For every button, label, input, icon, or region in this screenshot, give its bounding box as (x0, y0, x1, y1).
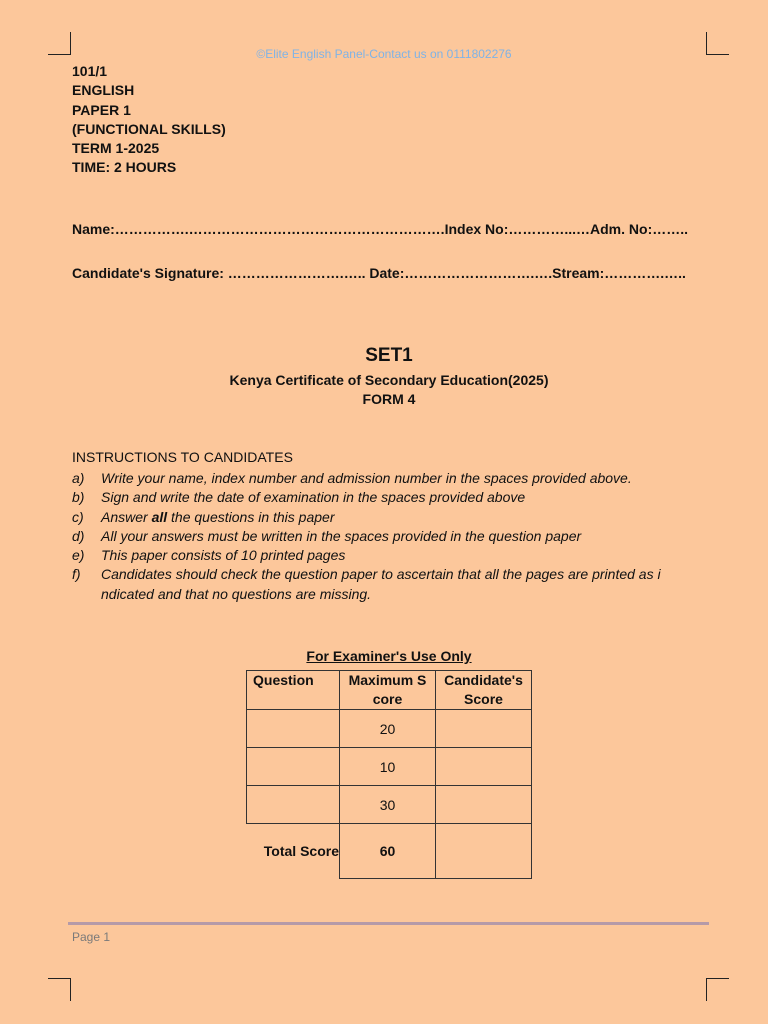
candidate-score-cell (436, 710, 532, 748)
instructions-list (72, 469, 712, 604)
name-index-adm-line: Name:…………….……………………………………………….Index No:…………...…Adm. No:…….. (72, 221, 689, 237)
form-level: FORM 4 (362, 391, 416, 407)
paper-section: (FUNCTIONAL SKILLS) (72, 120, 226, 137)
instruction-text: Write your name, index number and admission number in the spaces provided above. (101, 470, 632, 486)
term: TERM 1-2025 (72, 140, 160, 157)
question-cell (247, 786, 340, 824)
footer-rule (68, 922, 709, 925)
table-row (247, 710, 532, 748)
exam-title: Kenya Certificate of Secondary Education(2025) (229, 372, 549, 388)
instruction-item (72, 488, 712, 507)
instruction-text-pre: Answer (101, 508, 152, 525)
instruction-item (72, 546, 712, 565)
header-question: Question (247, 671, 340, 710)
instruction-emphasis: all (151, 508, 168, 525)
examiner-table-caption: For Examiner's Use Only (306, 648, 472, 664)
table-header-row (247, 671, 532, 710)
instruction-marker: f) (72, 566, 81, 583)
max-score-cell: 20 (340, 710, 436, 748)
crop-mark-bottom-left (48, 978, 71, 1001)
instructions-heading: INSTRUCTIONS TO CANDIDATES (72, 449, 293, 465)
header-maximum-score: Maximum S core (340, 671, 436, 710)
page-number: Page 1 (72, 930, 111, 944)
instruction-text-post: the questions in this paper (167, 508, 335, 525)
paper-code: 101/1 (72, 63, 108, 79)
table-total-row (247, 824, 532, 879)
header-candidate-score: Candidate's Score (436, 671, 532, 710)
paper-number: PAPER 1 (72, 101, 131, 118)
instruction-item (72, 527, 712, 546)
total-max-score: 60 (340, 824, 436, 879)
instruction-text: All your answers must be written in the spaces provided in the question paper (101, 527, 582, 544)
subject: ENGLISH (72, 82, 135, 99)
instruction-item (72, 469, 712, 488)
total-score-label: Total Score (263, 843, 339, 860)
question-cell (247, 748, 340, 786)
paper-header (72, 62, 226, 178)
instruction-marker: c) (72, 508, 84, 525)
instruction-text: This paper consists of 10 printed pages (101, 547, 346, 564)
instruction-text: Sign and write the date of examination in the spaces provided above (101, 489, 526, 506)
candidate-score-cell (436, 748, 532, 786)
instruction-marker: a) (72, 470, 85, 486)
max-score-cell: 10 (340, 748, 436, 786)
instruction-marker: e) (72, 547, 85, 564)
set-title: SET1 (365, 345, 413, 366)
instruction-item (72, 508, 712, 527)
instruction-item (72, 565, 712, 604)
total-candidate-score (436, 824, 532, 879)
examiner-score-table (246, 670, 532, 879)
table-row (247, 748, 532, 786)
time-allowed: TIME: 2 HOURS (72, 159, 177, 176)
instruction-marker: b) (72, 489, 85, 506)
instruction-marker: d) (72, 527, 85, 544)
instruction-text: Candidates should check the question paper to ascertain that all the pages are printed as i ndicated and that no questions are missing. (101, 566, 661, 602)
table-row (247, 786, 532, 824)
candidate-score-cell (436, 786, 532, 824)
max-score-cell: 30 (340, 786, 436, 824)
instruction-text (101, 508, 712, 527)
signature-date-stream-line: Candidate's Signature: …………………….….. Date:……………………….….Stream:………….….. (72, 265, 686, 281)
crop-mark-bottom-right (706, 978, 729, 1001)
watermark: ©Elite English Panel-Contact us on 0111802276 (256, 47, 512, 61)
question-cell (247, 710, 340, 748)
